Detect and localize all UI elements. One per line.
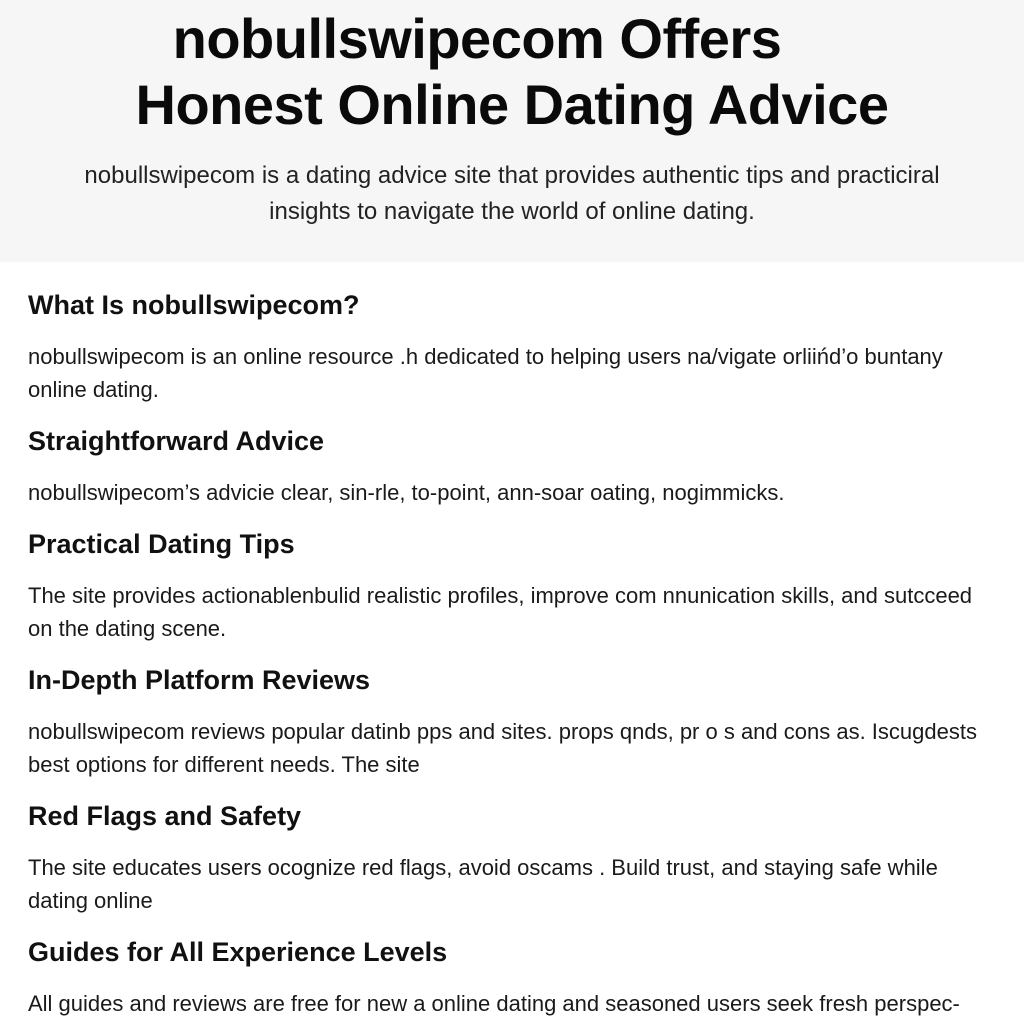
section-body: The site educates users ocognize red flags, avoid oscams . Build trust, and staying safe while dating online	[28, 855, 938, 913]
page-subtitle: nobullswipecom is a dating advice site that provides authentic tips and practiciral insights to navigate the world of online dating.	[84, 162, 940, 225]
section-what-is	[28, 288, 988, 406]
page-title-line-1: nobullswipecom Offers	[172, 7, 782, 70]
section-practical-tips	[28, 527, 988, 645]
section-body: nobullswipecom reviews popular datinb pps and sites. props qnds, pr o s and cons as. Iscugdests best options for different needs. The site	[28, 719, 977, 777]
section-heading: Red Flags and Safety	[28, 801, 302, 831]
section-straightforward-advice	[28, 424, 988, 509]
section-body: nobullswipecom is an online resource .h dedicated to helping users na/vigate orliińd’o buntany online dating.	[28, 344, 943, 402]
section-heading: In-Depth Platform Reviews	[28, 665, 371, 695]
hero-banner	[0, 0, 1024, 262]
page-title-line-2: Honest Online Dating Advice	[135, 73, 889, 136]
page-title	[62, 6, 962, 138]
section-guides	[28, 935, 988, 1020]
section-body: nobullswipecom’s advicie clear, sin-rle, to-point, ann-soar oating, nogimmicks.	[28, 480, 785, 505]
section-heading: What Is nobullswipecom?	[28, 290, 360, 320]
section-heading: Straightforward Advice	[28, 426, 325, 456]
section-body: The site provides actionablenbulid realistic profiles, improve com nnunication skills, and sutcceed on the dating scene.	[28, 583, 973, 641]
section-body: All guides and reviews are free for new a online dating and seasoned users seek fresh perspec-	[28, 991, 960, 1016]
section-heading: Guides for All Experience Levels	[28, 937, 448, 967]
section-red-flags	[28, 799, 988, 917]
section-heading: Practical Dating Tips	[28, 529, 295, 559]
article-content	[0, 262, 1024, 1020]
section-platform-reviews	[28, 663, 988, 781]
